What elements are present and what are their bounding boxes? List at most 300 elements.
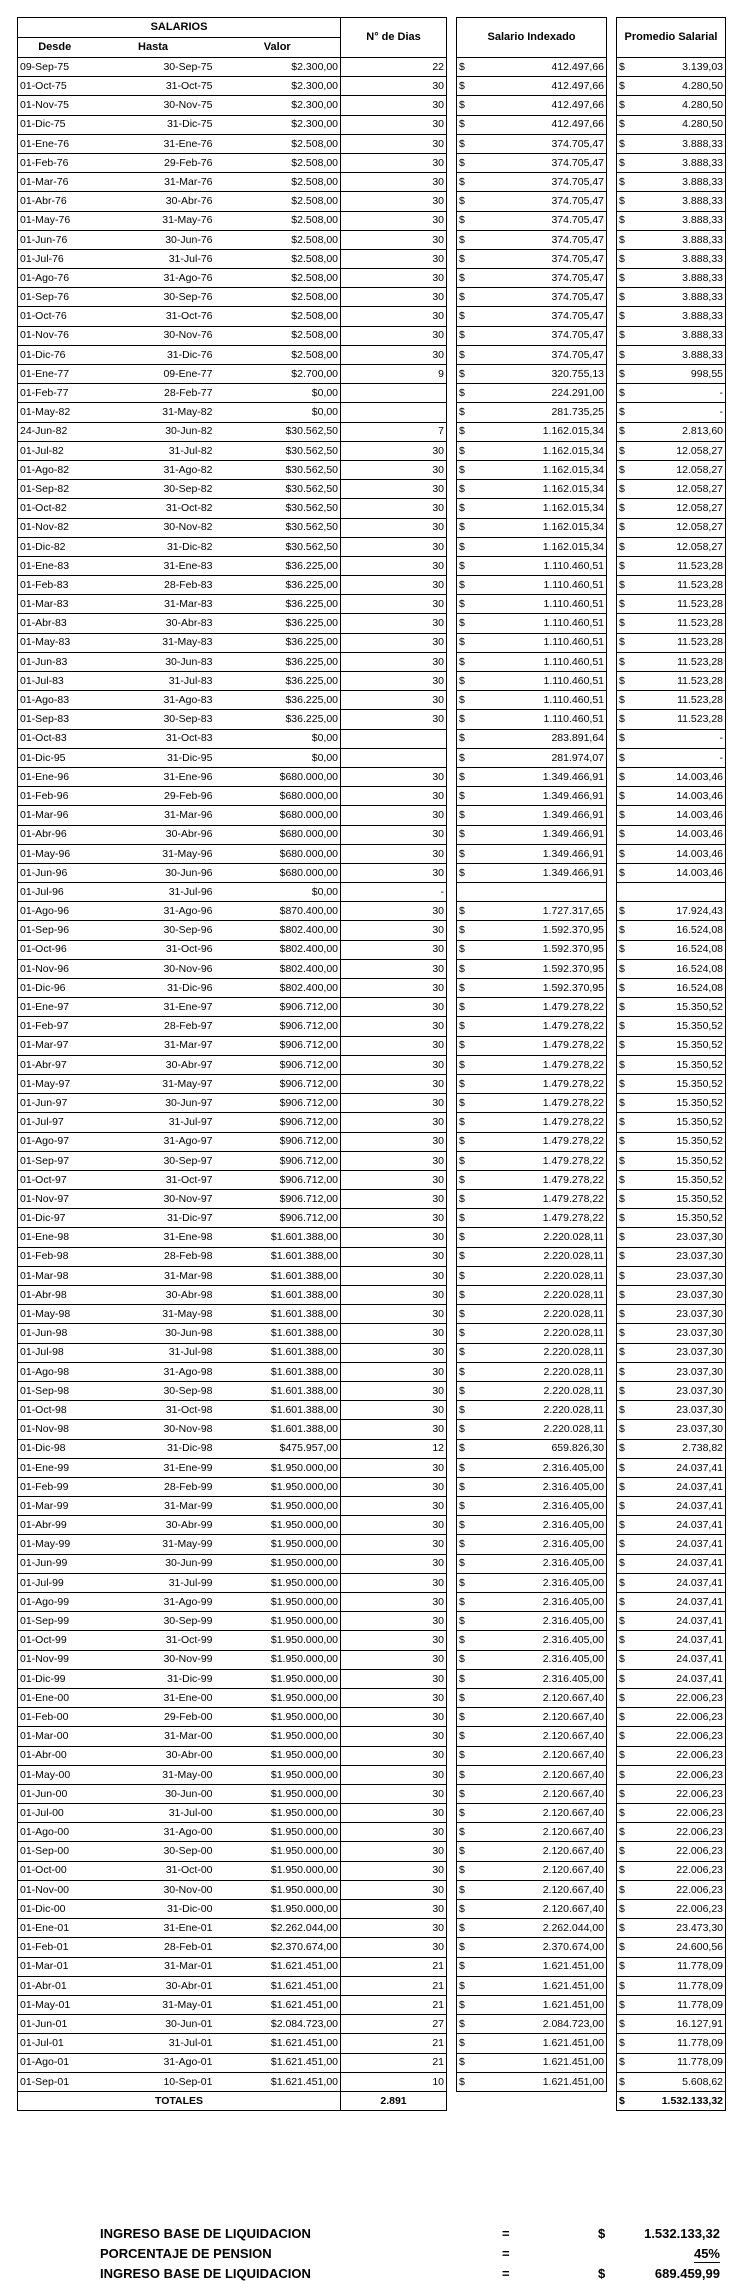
cell-desde: 01-Feb-77: [18, 384, 92, 403]
cell-promedio-currency: $: [617, 1900, 627, 1919]
table-row: [18, 1170, 726, 1189]
cell-dias: 30: [341, 787, 447, 806]
cell-promedio-currency: $: [617, 365, 627, 384]
cell-indexado: 374.705,47: [469, 288, 607, 307]
table-row: [18, 1477, 726, 1496]
cell-indexado-currency: $: [457, 1995, 469, 2014]
cell-dias: 30: [341, 1842, 447, 1861]
cell-desde: 01-Feb-00: [18, 1708, 92, 1727]
cell-hasta: 29-Feb-00: [92, 1708, 215, 1727]
table-row: [18, 1362, 726, 1381]
cell-promedio-currency: $: [617, 173, 627, 192]
cell-valor: $802.400,00: [215, 959, 341, 978]
cell-desde: 01-Nov-97: [18, 1190, 92, 1209]
cell-hasta: 30-Jun-76: [92, 230, 215, 249]
cell-valor: $906.712,00: [215, 1113, 341, 1132]
table-row: [18, 115, 726, 134]
table-row: [18, 556, 726, 575]
cell-hasta: 31-May-99: [92, 1535, 215, 1554]
cell-promedio-currency: $: [617, 1266, 627, 1285]
cell-promedio-currency: $: [617, 153, 627, 172]
cell-indexado: 1.110.460,51: [469, 672, 607, 691]
cell-promedio-currency: $: [617, 806, 627, 825]
cell-indexado: 2.316.405,00: [469, 1477, 607, 1496]
cell-indexado-currency: $: [457, 1151, 469, 1170]
cell-dias: 30: [341, 1765, 447, 1784]
cell-indexado-currency: $: [457, 1247, 469, 1266]
cell-indexado: 1.479.278,22: [469, 1113, 607, 1132]
cell-indexado-currency: $: [457, 1535, 469, 1554]
cell-indexado-currency: $: [457, 192, 469, 211]
cell-promedio-currency: $: [617, 1880, 627, 1899]
cell-hasta: 31-Ago-98: [92, 1362, 215, 1381]
cell-indexado-currency: $: [457, 307, 469, 326]
table-row: [18, 1842, 726, 1861]
cell-promedio: 11.523,28: [627, 652, 726, 671]
cell-desde: 01-Ago-83: [18, 691, 92, 710]
cell-promedio: 14.003,46: [627, 767, 726, 786]
cell-promedio: 11.523,28: [627, 672, 726, 691]
cell-promedio: 4.280,50: [627, 77, 726, 96]
table-row: [18, 710, 726, 729]
cell-indexado-currency: $: [457, 998, 469, 1017]
cell-promedio-currency: $: [617, 288, 627, 307]
cell-hasta: 31-Dic-76: [92, 345, 215, 364]
cell-promedio-currency: $: [617, 403, 627, 422]
cell-hasta: 30-Jun-96: [92, 863, 215, 882]
cell-indexado-currency: $: [457, 940, 469, 959]
cell-indexado: 2.120.667,40: [469, 1784, 607, 1803]
cell-hasta: 31-Oct-75: [92, 77, 215, 96]
cell-indexado: 224.291,00: [469, 384, 607, 403]
table-row: [18, 230, 726, 249]
cell-promedio-currency: $: [617, 1497, 627, 1516]
table-row: [18, 1900, 726, 1919]
cell-hasta: 31-Mar-76: [92, 173, 215, 192]
cell-promedio: 22.006,23: [627, 1746, 726, 1765]
cell-dias: 30: [341, 825, 447, 844]
cell-promedio-currency: $: [617, 633, 627, 652]
cell-dias: 30: [341, 1804, 447, 1823]
cell-promedio: 12.058,27: [627, 441, 726, 460]
table-row: [18, 1439, 726, 1458]
cell-hasta: 31-Mar-96: [92, 806, 215, 825]
cell-promedio-currency: $: [617, 134, 627, 153]
cell-promedio-currency: $: [617, 1036, 627, 1055]
cell-promedio-currency: $: [617, 1516, 627, 1535]
cell-promedio: 15.350,52: [627, 1113, 726, 1132]
cell-dias: 30: [341, 153, 447, 172]
cell-valor: $2.508,00: [215, 249, 341, 268]
table-row: [18, 2053, 726, 2072]
cell-dias: 30: [341, 192, 447, 211]
cell-indexado: 412.497,66: [469, 58, 607, 77]
cell-dias: 30: [341, 1900, 447, 1919]
table-row: [18, 883, 726, 902]
cell-indexado: 1.162.015,34: [469, 441, 607, 460]
cell-indexado-currency: $: [457, 384, 469, 403]
cell-promedio-currency: $: [617, 1420, 627, 1439]
cell-promedio-currency: $: [617, 787, 627, 806]
cell-indexado-currency: $: [457, 1170, 469, 1189]
cell-promedio: 5.608,62: [627, 2072, 726, 2091]
cell-hasta: 30-Jun-83: [92, 652, 215, 671]
cell-hasta: 30-Nov-98: [92, 1420, 215, 1439]
cell-indexado-currency: $: [457, 1573, 469, 1592]
cell-promedio: 11.523,28: [627, 633, 726, 652]
cell-indexado: 283.891,64: [469, 729, 607, 748]
cell-hasta: 31-Oct-83: [92, 729, 215, 748]
cell-hasta: 31-Dic-98: [92, 1439, 215, 1458]
cell-dias: 30: [341, 1535, 447, 1554]
table-row: [18, 1804, 726, 1823]
cell-desde: 01-Ago-98: [18, 1362, 92, 1381]
table-row: [18, 940, 726, 959]
cell-hasta: 31-May-82: [92, 403, 215, 422]
header-salario-indexado: Salario Indexado: [457, 18, 607, 58]
table-row: [18, 1343, 726, 1362]
cell-indexado-currency: $: [457, 844, 469, 863]
cell-desde: 01-Abr-76: [18, 192, 92, 211]
cell-desde: 01-Nov-75: [18, 96, 92, 115]
cell-indexado: 1.479.278,22: [469, 1209, 607, 1228]
cell-dias: 30: [341, 537, 447, 556]
cell-dias: 30: [341, 1593, 447, 1612]
cell-hasta: 30-Sep-97: [92, 1151, 215, 1170]
cell-desde: 01-Ene-77: [18, 365, 92, 384]
cell-promedio-currency: $: [617, 1861, 627, 1880]
cell-indexado: 1.479.278,22: [469, 1094, 607, 1113]
cell-valor: $30.562,50: [215, 480, 341, 499]
cell-dias: 30: [341, 672, 447, 691]
cell-valor: $36.225,00: [215, 595, 341, 614]
cell-dias: 30: [341, 959, 447, 978]
cell-promedio-currency: $: [617, 499, 627, 518]
table-row: [18, 1880, 726, 1899]
cell-indexado-currency: $: [457, 691, 469, 710]
cell-valor: $2.508,00: [215, 192, 341, 211]
cell-promedio: 3.888,33: [627, 230, 726, 249]
cell-valor: $1.950.000,00: [215, 1804, 341, 1823]
cell-hasta: 31-Ene-96: [92, 767, 215, 786]
cell-indexado-currency: $: [457, 1688, 469, 1707]
cell-desde: 01-Sep-82: [18, 480, 92, 499]
cell-hasta: 31-Dic-00: [92, 1900, 215, 1919]
cell-promedio-currency: $: [617, 576, 627, 595]
cell-indexado-currency: $: [457, 345, 469, 364]
cell-promedio-currency: $: [617, 729, 627, 748]
cell-promedio-currency: $: [617, 998, 627, 1017]
table-row: [18, 1132, 726, 1151]
table-row: [18, 384, 726, 403]
table-row: [18, 192, 726, 211]
cell-desde: 01-Oct-96: [18, 940, 92, 959]
cell-indexado: 2.220.028,11: [469, 1247, 607, 1266]
cell-dias: [341, 729, 447, 748]
cell-desde: 01-Abr-98: [18, 1286, 92, 1305]
cell-promedio: 3.888,33: [627, 173, 726, 192]
cell-promedio-currency: $: [617, 863, 627, 882]
cell-desde: 01-Nov-96: [18, 959, 92, 978]
cell-hasta: 31-Mar-99: [92, 1497, 215, 1516]
cell-valor: $36.225,00: [215, 652, 341, 671]
cell-promedio-currency: $: [617, 1784, 627, 1803]
table-row: [18, 249, 726, 268]
cell-indexado-currency: $: [457, 1631, 469, 1650]
cell-indexado: 1.621.451,00: [469, 2034, 607, 2053]
cell-hasta: 30-Nov-97: [92, 1190, 215, 1209]
cell-promedio: 22.006,23: [627, 1688, 726, 1707]
cell-hasta: 30-Nov-99: [92, 1650, 215, 1669]
cell-hasta: 31-Dic-99: [92, 1669, 215, 1688]
cell-indexado: 374.705,47: [469, 326, 607, 345]
cell-promedio-currency: $: [617, 652, 627, 671]
table-row: [18, 460, 726, 479]
table-row: [18, 614, 726, 633]
cell-desde: 01-Abr-00: [18, 1746, 92, 1765]
cell-indexado-currency: $: [457, 672, 469, 691]
table-row: [18, 998, 726, 1017]
cell-valor: $1.621.451,00: [215, 1995, 341, 2014]
cell-promedio-currency: $: [617, 1381, 627, 1400]
cell-valor: $1.621.451,00: [215, 2034, 341, 2053]
cell-valor: $1.950.000,00: [215, 1573, 341, 1592]
cell-desde: 01-May-82: [18, 403, 92, 422]
cell-promedio-currency: $: [617, 269, 627, 288]
cell-indexado: 2.316.405,00: [469, 1535, 607, 1554]
cell-indexado: 374.705,47: [469, 249, 607, 268]
summary-equals: =: [502, 2246, 510, 2261]
cell-promedio: 14.003,46: [627, 806, 726, 825]
cell-desde: 01-Sep-99: [18, 1612, 92, 1631]
cell-hasta: 31-Jul-01: [92, 2034, 215, 2053]
cell-promedio-currency: $: [617, 307, 627, 326]
cell-valor: $1.950.000,00: [215, 1516, 341, 1535]
cell-hasta: 30-Nov-75: [92, 96, 215, 115]
cell-hasta: 30-Nov-96: [92, 959, 215, 978]
cell-promedio-currency: $: [617, 2072, 627, 2091]
cell-promedio: 23.037,30: [627, 1247, 726, 1266]
cell-valor: $2.508,00: [215, 230, 341, 249]
cell-indexado-currency: $: [457, 1938, 469, 1957]
cell-dias: 12: [341, 1439, 447, 1458]
cell-indexado-currency: $: [457, 959, 469, 978]
cell-promedio-currency: $: [617, 115, 627, 134]
cell-promedio: 15.350,52: [627, 1074, 726, 1093]
cell-dias: 30: [341, 1113, 447, 1132]
liquidation-summary: [100, 2226, 720, 2286]
cell-valor: $1.950.000,00: [215, 1554, 341, 1573]
table-row: [18, 422, 726, 441]
cell-valor: $1.621.451,00: [215, 2072, 341, 2091]
table-row: [18, 1516, 726, 1535]
cell-dias: 30: [341, 1823, 447, 1842]
cell-promedio-currency: $: [617, 1094, 627, 1113]
cell-indexado: 1.162.015,34: [469, 422, 607, 441]
cell-valor: $1.950.000,00: [215, 1688, 341, 1707]
cell-dias: 30: [341, 499, 447, 518]
cell-dias: 30: [341, 633, 447, 652]
cell-valor: $906.712,00: [215, 1017, 341, 1036]
table-row: [18, 365, 726, 384]
cell-indexado: 659.826,30: [469, 1439, 607, 1458]
cell-indexado: 1.110.460,51: [469, 710, 607, 729]
cell-valor: $1.601.388,00: [215, 1381, 341, 1400]
cell-hasta: 30-Abr-97: [92, 1055, 215, 1074]
cell-dias: 30: [341, 1094, 447, 1113]
cell-hasta: 31-Jul-76: [92, 249, 215, 268]
cell-desde: 01-Jun-01: [18, 2015, 92, 2034]
cell-indexado-currency: $: [457, 1036, 469, 1055]
cell-indexado: 2.120.667,40: [469, 1804, 607, 1823]
cell-indexado-currency: $: [457, 230, 469, 249]
cell-hasta: 31-Dic-95: [92, 748, 215, 767]
cell-desde: 01-Sep-96: [18, 921, 92, 940]
summary-value: 1.532.133,32: [644, 2226, 720, 2241]
cell-hasta: 31-May-97: [92, 1074, 215, 1093]
cell-indexado-currency: $: [457, 1669, 469, 1688]
cell-desde: 01-Jul-99: [18, 1573, 92, 1592]
cell-desde: 01-Oct-00: [18, 1861, 92, 1880]
cell-promedio: 11.523,28: [627, 595, 726, 614]
cell-valor: $1.950.000,00: [215, 1669, 341, 1688]
cell-indexado: 2.220.028,11: [469, 1362, 607, 1381]
table-row: [18, 1074, 726, 1093]
cell-indexado: 1.110.460,51: [469, 556, 607, 575]
cell-hasta: 30-Jun-97: [92, 1094, 215, 1113]
cell-dias: 30: [341, 1190, 447, 1209]
cell-desde: 01-Abr-96: [18, 825, 92, 844]
cell-indexado-currency: $: [457, 806, 469, 825]
summary-label: INGRESO BASE DE LIQUIDACION: [100, 2226, 311, 2241]
cell-valor: $680.000,00: [215, 825, 341, 844]
cell-dias: 10: [341, 2072, 447, 2091]
cell-indexado: 2.120.667,40: [469, 1708, 607, 1727]
cell-promedio: 23.037,30: [627, 1420, 726, 1439]
cell-valor: $1.950.000,00: [215, 1727, 341, 1746]
cell-promedio-currency: $: [617, 1228, 627, 1247]
summary-row: [100, 2266, 720, 2286]
cell-indexado: 2.120.667,40: [469, 1823, 607, 1842]
cell-valor: $802.400,00: [215, 921, 341, 940]
table-row: [18, 1458, 726, 1477]
cell-dias: 30: [341, 1305, 447, 1324]
table-row: [18, 211, 726, 230]
table-row: [18, 153, 726, 172]
cell-indexado-currency: $: [457, 134, 469, 153]
cell-indexado-currency: $: [457, 269, 469, 288]
cell-dias: 30: [341, 1343, 447, 1362]
table-row: [18, 1324, 726, 1343]
cell-valor: $1.950.000,00: [215, 1861, 341, 1880]
cell-desde: 01-Jun-83: [18, 652, 92, 671]
cell-indexado: 1.479.278,22: [469, 1036, 607, 1055]
cell-promedio: 3.888,33: [627, 134, 726, 153]
table-row: [18, 96, 726, 115]
cell-promedio: 4.280,50: [627, 96, 726, 115]
cell-dias: 30: [341, 480, 447, 499]
cell-promedio: 998,55: [627, 365, 726, 384]
cell-indexado-currency: $: [457, 787, 469, 806]
cell-valor: $2.262.044,00: [215, 1919, 341, 1938]
cell-dias: 30: [341, 269, 447, 288]
cell-desde: 01-Jul-83: [18, 672, 92, 691]
cell-desde: 01-Dic-76: [18, 345, 92, 364]
cell-desde: 01-Ene-99: [18, 1458, 92, 1477]
cell-dias: 30: [341, 998, 447, 1017]
cell-indexado: 2.220.028,11: [469, 1305, 607, 1324]
cell-desde: 01-Jun-76: [18, 230, 92, 249]
cell-dias: 30: [341, 595, 447, 614]
cell-valor: $1.950.000,00: [215, 1746, 341, 1765]
cell-valor: $680.000,00: [215, 787, 341, 806]
cell-desde: 01-May-76: [18, 211, 92, 230]
cell-promedio: 3.888,33: [627, 326, 726, 345]
cell-desde: 01-Feb-83: [18, 576, 92, 595]
cell-promedio-currency: $: [617, 384, 627, 403]
cell-promedio-currency: $: [617, 1842, 627, 1861]
cell-promedio-currency: $: [617, 1305, 627, 1324]
cell-hasta: 28-Feb-98: [92, 1247, 215, 1266]
table-row: [18, 787, 726, 806]
cell-indexado-currency: $: [457, 326, 469, 345]
cell-desde: 01-Oct-98: [18, 1401, 92, 1420]
cell-promedio: 15.350,52: [627, 1132, 726, 1151]
cell-promedio: 11.523,28: [627, 691, 726, 710]
cell-desde: 01-Ene-97: [18, 998, 92, 1017]
cell-dias: 30: [341, 863, 447, 882]
cell-promedio-currency: $: [617, 1324, 627, 1343]
cell-indexado: 1.110.460,51: [469, 614, 607, 633]
table-row: [18, 921, 726, 940]
cell-hasta: 31-Ago-00: [92, 1823, 215, 1842]
cell-desde: 01-Nov-76: [18, 326, 92, 345]
cell-desde: 01-Jul-76: [18, 249, 92, 268]
cell-promedio: 23.037,30: [627, 1305, 726, 1324]
cell-desde: 01-Jun-00: [18, 1784, 92, 1803]
cell-dias: 30: [341, 1938, 447, 1957]
cell-promedio: 15.350,52: [627, 1094, 726, 1113]
table-row: [18, 1995, 726, 2014]
cell-promedio-currency: $: [617, 1401, 627, 1420]
cell-promedio: 24.037,41: [627, 1631, 726, 1650]
cell-desde: 01-Feb-99: [18, 1477, 92, 1496]
cell-promedio: 16.524,08: [627, 959, 726, 978]
cell-desde: 01-Jun-98: [18, 1324, 92, 1343]
summary-row: [100, 2246, 720, 2266]
cell-hasta: 31-Ene-98: [92, 1228, 215, 1247]
cell-desde: 01-Sep-98: [18, 1381, 92, 1400]
cell-indexado: 374.705,47: [469, 192, 607, 211]
cell-indexado: 2.220.028,11: [469, 1266, 607, 1285]
cell-hasta: 30-Abr-83: [92, 614, 215, 633]
cell-valor: $1.601.388,00: [215, 1266, 341, 1285]
cell-valor: $1.950.000,00: [215, 1823, 341, 1842]
cell-hasta: 30-Sep-83: [92, 710, 215, 729]
cell-indexado: 1.592.370,95: [469, 940, 607, 959]
cell-promedio-currency: $: [617, 1535, 627, 1554]
table-row: [18, 326, 726, 345]
cell-dias: 30: [341, 652, 447, 671]
cell-indexado: 1.110.460,51: [469, 576, 607, 595]
cell-hasta: 31-May-01: [92, 1995, 215, 2014]
cell-dias: 21: [341, 2034, 447, 2053]
cell-promedio: 24.037,41: [627, 1554, 726, 1573]
cell-promedio: 15.350,52: [627, 1017, 726, 1036]
cell-promedio: 3.888,33: [627, 211, 726, 230]
cell-dias: 30: [341, 1209, 447, 1228]
cell-desde: 01-May-98: [18, 1305, 92, 1324]
